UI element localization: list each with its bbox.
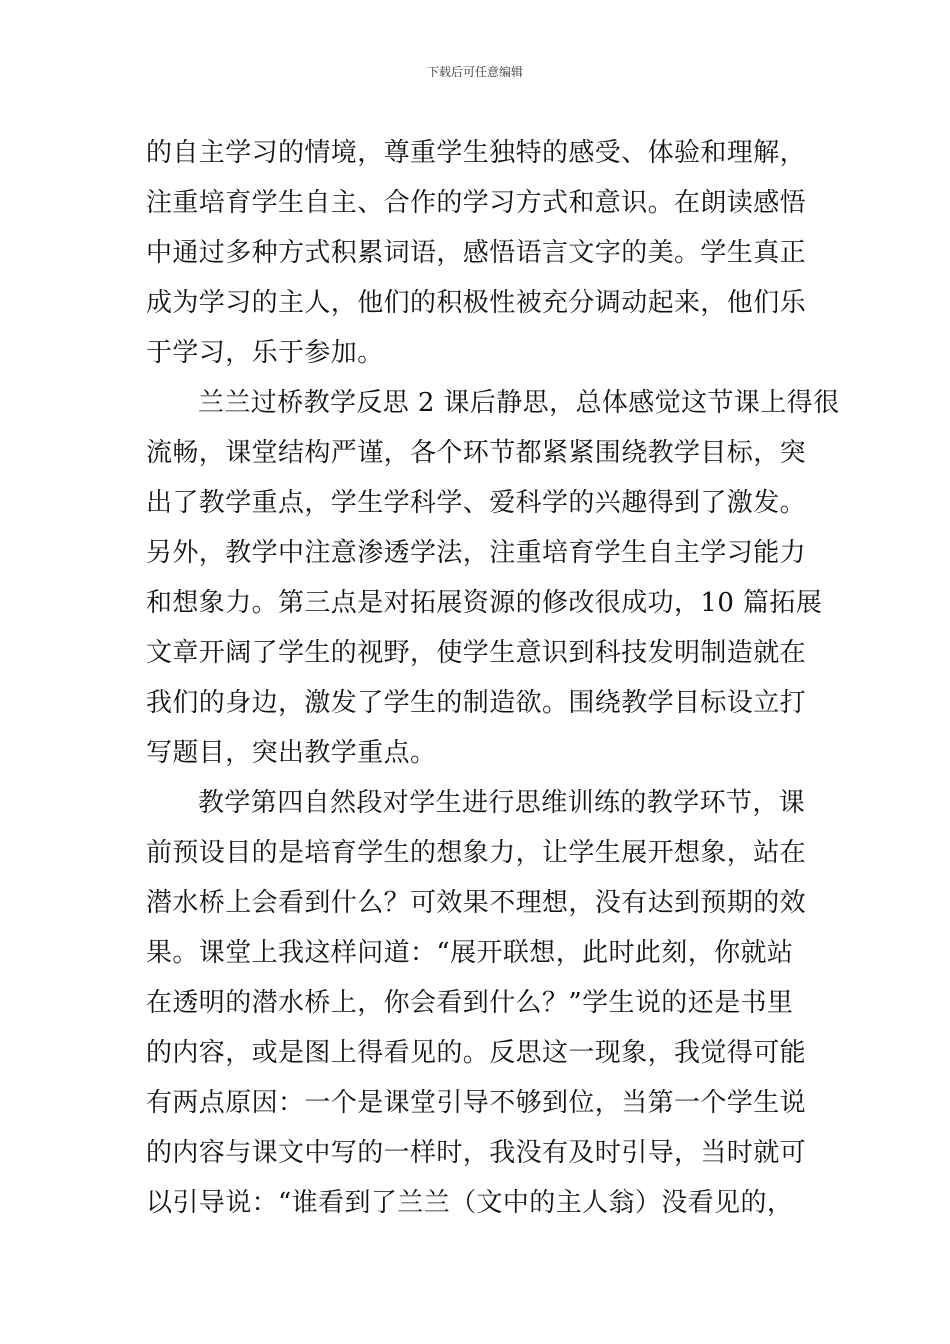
text-line: 前预设目的是培育学生的想象力，让学生展开想象，站在 <box>146 838 807 868</box>
text-line: 于学习，乐于参加。 <box>146 338 384 368</box>
text-line: 的内容与课文中写的一样时，我没有及时引导，当时就可 <box>146 1138 807 1168</box>
page-header: 下载后可任意编辑 <box>426 65 523 79</box>
text-line: 兰兰过桥教学反思 2 课后静思，总体感觉这节课上得很 <box>198 388 840 418</box>
text-line: 出了教学重点，学生学科学、爱科学的兴趣得到了激发。 <box>146 488 807 518</box>
text-line: 中通过多种方式积累词语，感悟语言文字的美。学生真正 <box>146 238 807 268</box>
text-line: 注重培育学生自主、合作的学习方式和意识。在朗读感悟 <box>146 188 807 218</box>
text-line: 我们的身边，激发了学生的制造欲。围绕教学目标设立打 <box>146 688 807 718</box>
text-line: 以引导说：“谁看到了兰兰（文中的主人翁）没看见的， <box>146 1188 794 1218</box>
document-body <box>146 128 840 1228</box>
text-line: 教学第四自然段对学生进行思维训练的教学环节，课 <box>198 788 806 818</box>
paragraph <box>146 378 840 778</box>
text-line: 另外，教学中注意渗透学法，注重培育学生自主学习能力 <box>146 538 807 568</box>
text-line: 潜水桥上会看到什么？可效果不理想，没有达到预期的效 <box>146 888 807 918</box>
text-line: 的自主学习的情境，尊重学生独特的感受、体验和理解， <box>146 138 807 168</box>
text-line: 流畅，课堂结构严谨，各个环节都紧紧围绕教学目标，突 <box>146 438 807 468</box>
text-line: 在透明的潜水桥上，你会看到什么？”学生说的还是书里 <box>146 988 794 1018</box>
text-line: 有两点原因：一个是课堂引导不够到位，当第一个学生说 <box>146 1088 807 1118</box>
text-line: 和想象力。第三点是对拓展资源的修改很成功，10 篇拓展 <box>146 588 823 618</box>
paragraph <box>146 778 808 1228</box>
text-line: 的内容，或是图上得看见的。反思这一现象，我觉得可能 <box>146 1038 807 1068</box>
text-line: 文章开阔了学生的视野，使学生意识到科技发明制造就在 <box>146 638 807 668</box>
text-line: 写题目，突出教学重点。 <box>146 738 437 768</box>
text-line: 成为学习的主人，他们的积极性被充分调动起来，他们乐 <box>146 288 807 318</box>
paragraph <box>146 128 808 378</box>
text-line: 果。课堂上我这样问道：“展开联想，此时此刻，你就站 <box>146 938 794 968</box>
